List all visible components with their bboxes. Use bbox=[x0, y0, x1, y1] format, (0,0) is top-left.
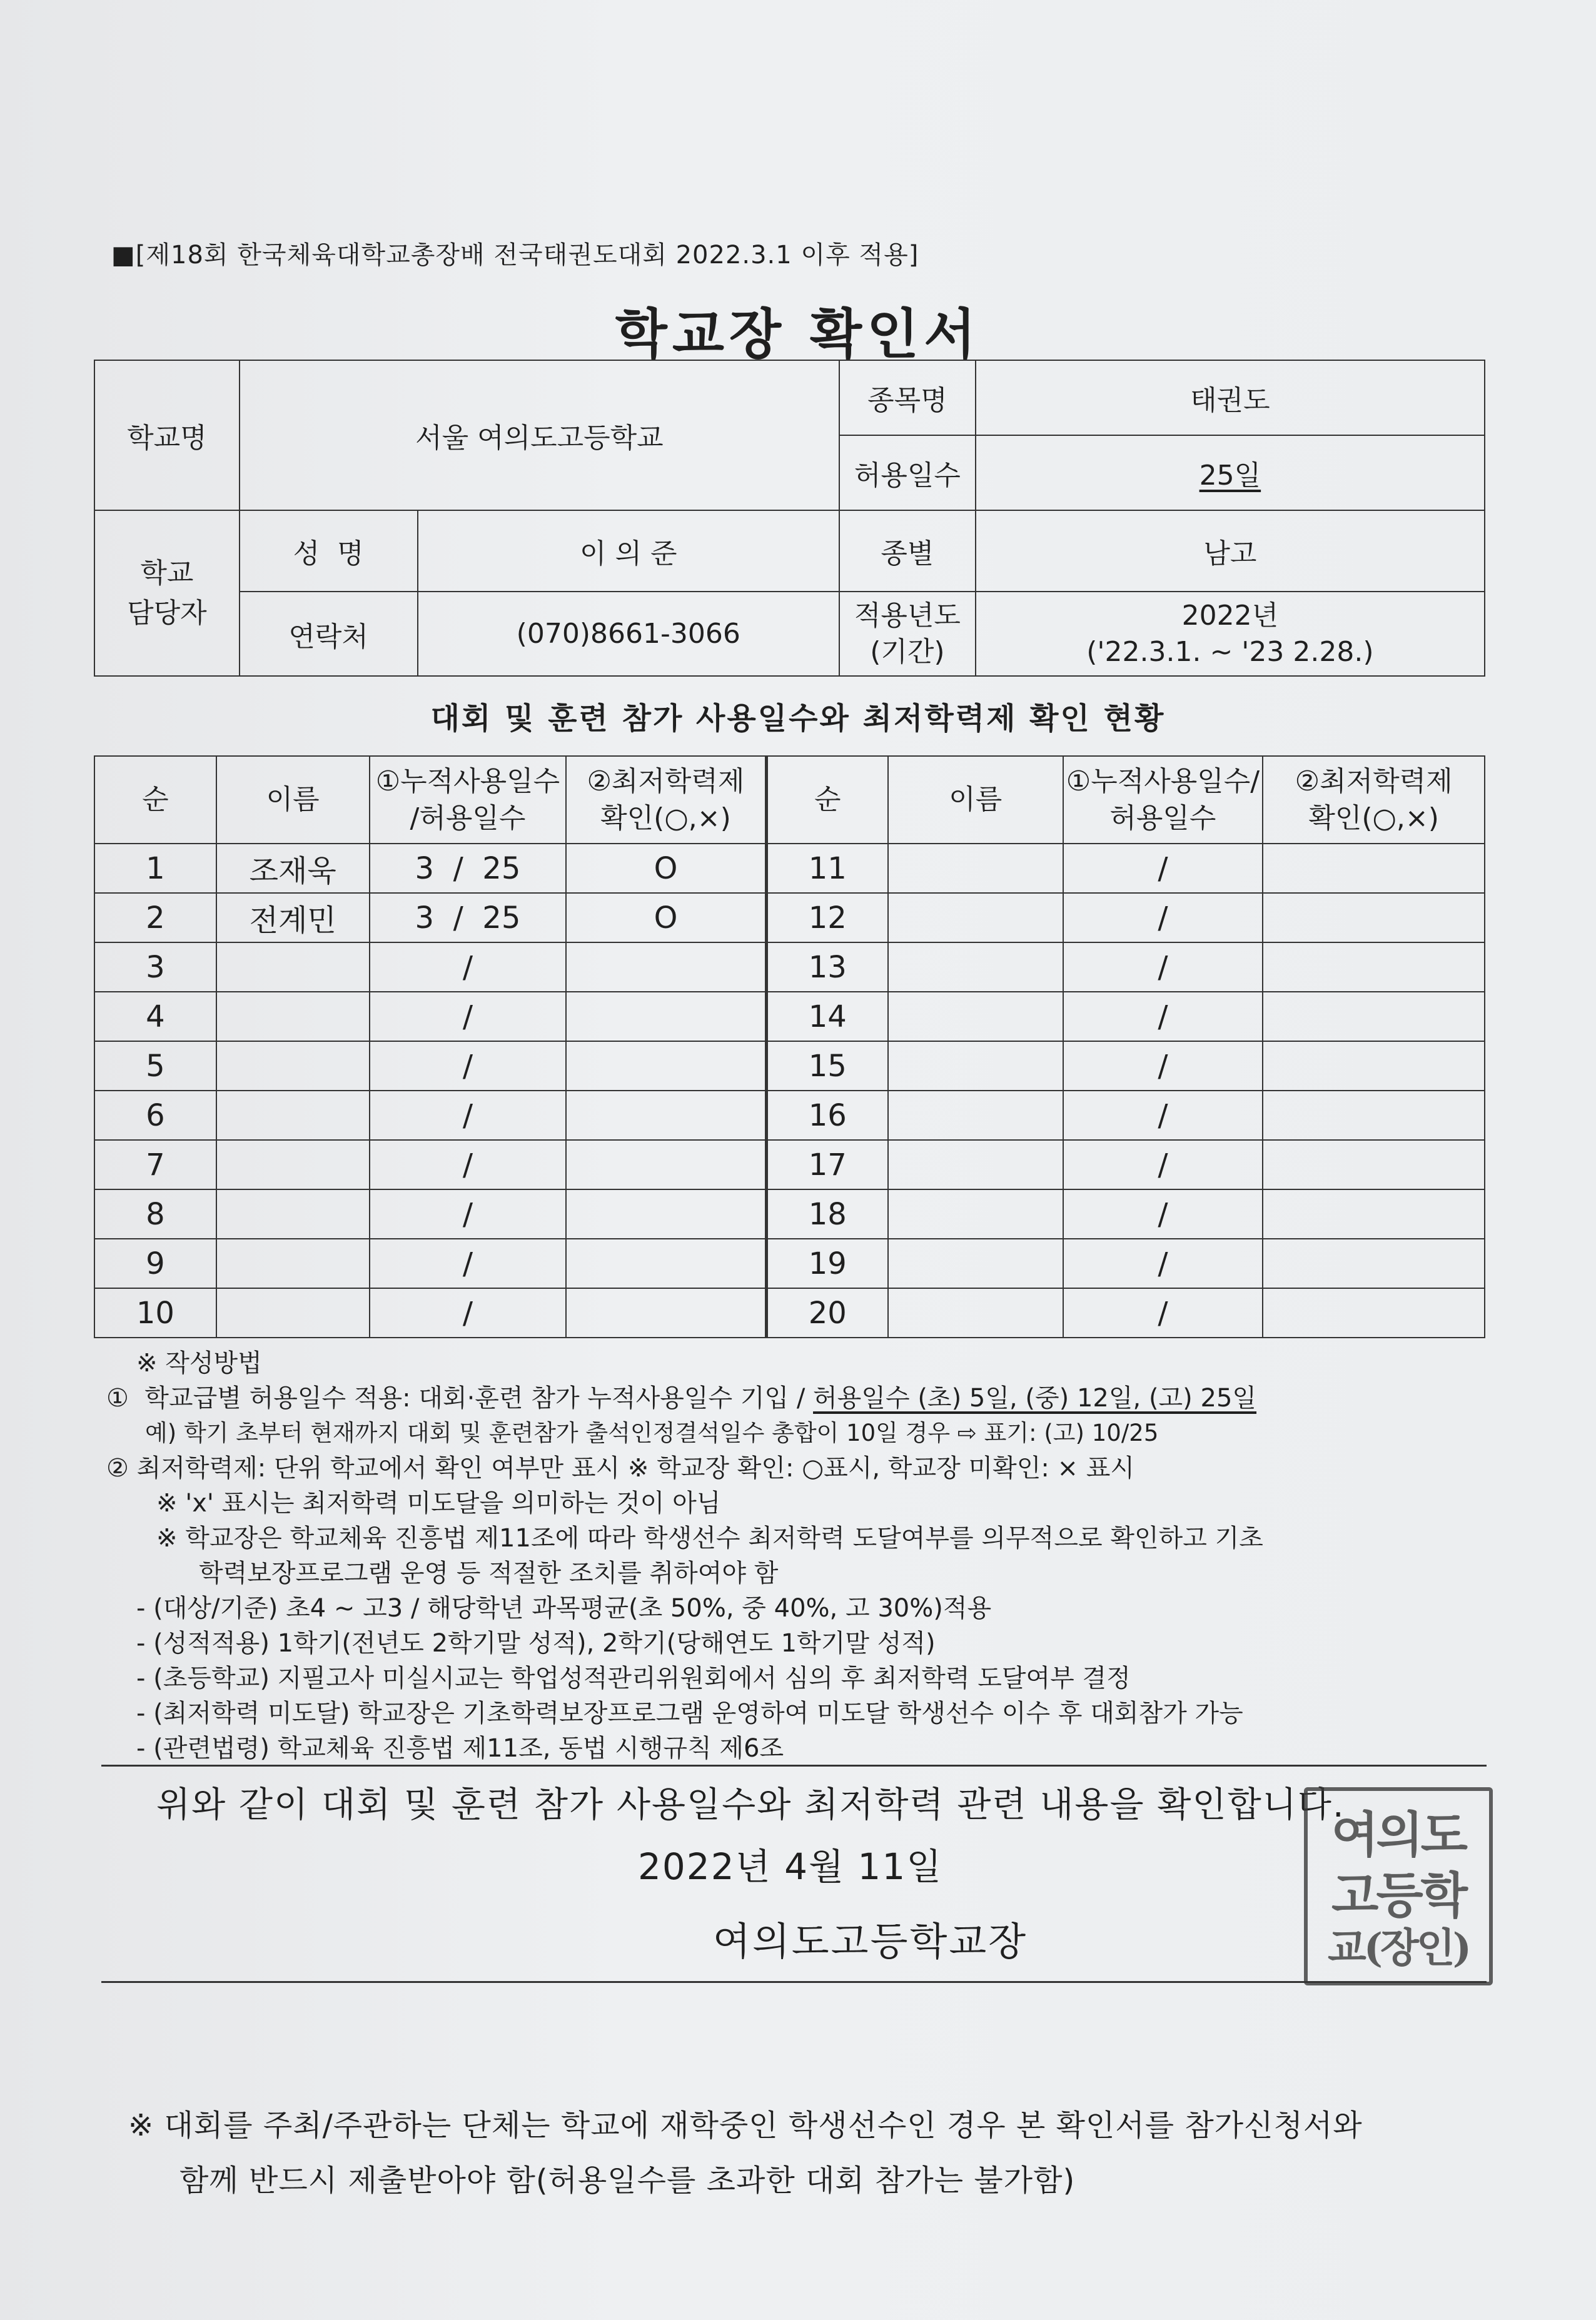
divider-top bbox=[101, 1765, 1487, 1767]
seal-line-3: 교(장인) bbox=[1327, 1925, 1470, 1972]
row-name-2 bbox=[888, 942, 1063, 992]
detail-law: - (관련법령) 학교체육 진흥법 제11조, 동법 시행규칙 제6조 bbox=[136, 1734, 784, 1763]
header-note: ■[제18회 한국체육대학교총장배 전국태권도대회 2022.3.1 이후 적용] bbox=[111, 241, 919, 270]
detail-grade: - (성적적용) 1학기(전년도 2학기말 성적), 2학기(당해연도 1학기말 성적) bbox=[136, 1629, 936, 1658]
row-no-2: 18 bbox=[766, 1189, 888, 1239]
instruction-2: ② 최저학력제: 단위 학교에서 확인 여부만 표시 ※ 학교장 확인: ○표시, 학교장 미확인: × 표시 bbox=[106, 1454, 1135, 1483]
row-days-2: / bbox=[1063, 844, 1263, 893]
category-label: 종별 bbox=[839, 510, 976, 592]
row-no-2: 12 bbox=[766, 893, 888, 942]
row-days: / bbox=[370, 942, 567, 992]
table-row bbox=[94, 893, 1485, 942]
row-name: 전계민 bbox=[216, 893, 370, 942]
detail-elementary: - (초등학교) 지필고사 미실시교는 학업성적관리위원회에서 심의 후 최저학력 도달여부 결정 bbox=[136, 1664, 1131, 1693]
instruction-2-note-b-cont: 학력보장프로그램 운영 등 적절한 조치를 취하여야 함 bbox=[199, 1559, 779, 1588]
header-check-2: ②최저학력제 확인(○,×) bbox=[1263, 756, 1485, 844]
row-name-2 bbox=[888, 893, 1063, 942]
row-days: / bbox=[370, 1189, 567, 1239]
row-name-2 bbox=[888, 1239, 1063, 1288]
row-no: 6 bbox=[94, 1091, 216, 1140]
row-name-2 bbox=[888, 992, 1063, 1041]
contact-value: (070)8661-3066 bbox=[418, 592, 839, 676]
row-days-2: / bbox=[1063, 942, 1263, 992]
instructions bbox=[106, 1346, 1263, 1766]
row-no: 7 bbox=[94, 1140, 216, 1189]
row-check bbox=[566, 1091, 766, 1140]
row-name bbox=[216, 1288, 370, 1338]
row-check-2 bbox=[1263, 844, 1485, 893]
row-no-2: 17 bbox=[766, 1140, 888, 1189]
issue-date: 2022년 4월 11일 bbox=[638, 1845, 943, 1888]
row-no-2: 13 bbox=[766, 942, 888, 992]
school-name: 서울 여의도고등학교 bbox=[240, 360, 839, 510]
row-days-2: / bbox=[1063, 1239, 1263, 1288]
row-name bbox=[216, 1189, 370, 1239]
row-days-2: / bbox=[1063, 1041, 1263, 1091]
usage-table bbox=[94, 755, 1485, 1338]
row-days: / bbox=[370, 1140, 567, 1189]
footer-note bbox=[128, 2098, 1363, 2208]
footer-line-2: 함께 반드시 제출받아야 함(허용일수를 초과한 대회 참가는 불가함) bbox=[179, 2163, 1076, 2198]
row-days-2: / bbox=[1063, 893, 1263, 942]
row-name bbox=[216, 992, 370, 1041]
row-days-2: / bbox=[1063, 1091, 1263, 1140]
row-no: 5 bbox=[94, 1041, 216, 1091]
row-check bbox=[566, 1288, 766, 1338]
header-check: ②최저학력제 확인(○,×) bbox=[566, 756, 766, 844]
row-check-2 bbox=[1263, 1091, 1485, 1140]
header-name: 이름 bbox=[216, 756, 370, 844]
row-days: 3 / 25 bbox=[370, 844, 567, 893]
row-check: O bbox=[566, 844, 766, 893]
table-row bbox=[94, 992, 1485, 1041]
detail-below-minimum: - (최저학력 미도달) 학교장은 기초학력보장프로그램 운영하여 미도달 학생선수 이수 후 대회참가 가능 bbox=[136, 1699, 1243, 1728]
row-no-2: 15 bbox=[766, 1041, 888, 1091]
seal-line-1: 여의도 bbox=[1331, 1807, 1466, 1864]
school-label: 학교명 bbox=[94, 360, 240, 510]
document-title: 학교장 확인서 bbox=[615, 303, 981, 366]
row-check-2 bbox=[1263, 1041, 1485, 1091]
row-no: 1 bbox=[94, 844, 216, 893]
row-no: 4 bbox=[94, 992, 216, 1041]
row-name bbox=[216, 1239, 370, 1288]
row-check bbox=[566, 1189, 766, 1239]
row-days: / bbox=[370, 1239, 567, 1288]
row-no: 3 bbox=[94, 942, 216, 992]
seal-line-2: 고등학 bbox=[1331, 1867, 1466, 1924]
row-no-2: 19 bbox=[766, 1239, 888, 1288]
row-name-2 bbox=[888, 1189, 1063, 1239]
row-check-2 bbox=[1263, 992, 1485, 1041]
divider-bottom bbox=[101, 1981, 1487, 1983]
allowed-days-label: 허용일수 bbox=[839, 435, 976, 510]
row-no: 10 bbox=[94, 1288, 216, 1338]
row-days: / bbox=[370, 1091, 567, 1140]
row-name-2 bbox=[888, 1140, 1063, 1189]
row-check: O bbox=[566, 893, 766, 942]
principal-signature: 여의도고등학교장 bbox=[713, 1919, 1028, 1964]
row-name-2 bbox=[888, 1288, 1063, 1338]
section-title: 대회 및 훈련 참가 사용일수와 최저학력제 확인 현황 bbox=[430, 701, 1166, 736]
row-days-2: / bbox=[1063, 1288, 1263, 1338]
row-name-2 bbox=[888, 1091, 1063, 1140]
year-value: 2022년 ('22.3.1. ~ '23 2.28.) bbox=[976, 592, 1485, 676]
row-name bbox=[216, 1091, 370, 1140]
school-seal bbox=[1304, 1787, 1493, 1985]
instruction-1: ① 학교급별 허용일수 적용: 대회·훈련 참가 누적사용일수 기입 / 허용일수 (초) 5일, (중) 12일, (고) 25일 bbox=[106, 1384, 1257, 1413]
instruction-2-note-b: ※ 학교장은 학교체육 진흥법 제11조에 따라 학생선수 최저학력 도달여부를 의무적으로 확인하고 기초 bbox=[156, 1524, 1263, 1553]
header-days: ①누적사용일수 /허용일수 bbox=[370, 756, 567, 844]
row-name bbox=[216, 1140, 370, 1189]
table-row bbox=[94, 1189, 1485, 1239]
row-name: 조재욱 bbox=[216, 844, 370, 893]
row-check-2 bbox=[1263, 1140, 1485, 1189]
name-label: 성 명 bbox=[240, 510, 418, 592]
header-days-2: ①누적사용일수/ 허용일수 bbox=[1063, 756, 1263, 844]
header-no-2: 순 bbox=[766, 756, 888, 844]
table-row bbox=[94, 942, 1485, 992]
row-days: / bbox=[370, 1041, 567, 1091]
footer-line-1: ※ 대회를 주최/주관하는 단체는 학교에 재학중인 학생선수인 경우 본 확인서를 참가신청서와 bbox=[128, 2108, 1363, 2143]
row-check-2 bbox=[1263, 1239, 1485, 1288]
event-label: 종목명 bbox=[839, 360, 976, 435]
row-check bbox=[566, 1041, 766, 1091]
table-row bbox=[94, 844, 1485, 893]
detail-target: - (대상/기준) 초4 ~ 고3 / 해당학년 과목평균(초 50%, 중 40%, 고 30%)적용 bbox=[136, 1594, 992, 1623]
row-no-2: 20 bbox=[766, 1288, 888, 1338]
row-days: / bbox=[370, 1288, 567, 1338]
row-no-2: 14 bbox=[766, 992, 888, 1041]
year-label: 적용년도 (기간) bbox=[839, 592, 976, 676]
row-days-2: / bbox=[1063, 1140, 1263, 1189]
row-check bbox=[566, 942, 766, 992]
contact-label: 연락처 bbox=[240, 592, 418, 676]
table-row bbox=[94, 1288, 1485, 1338]
allowed-days-rule: 허용일수 (초) 5일, (중) 12일, (고) 25일 bbox=[813, 1384, 1257, 1413]
row-check bbox=[566, 992, 766, 1041]
row-name bbox=[216, 942, 370, 992]
row-days: 3 / 25 bbox=[370, 893, 567, 942]
instruction-2-note-a: ※ 'x' 표시는 최저학력 미도달을 의미하는 것이 아님 bbox=[156, 1489, 721, 1518]
row-check-2 bbox=[1263, 942, 1485, 992]
name-value: 이 의 준 bbox=[418, 510, 839, 592]
confirmation-text: 위와 같이 대회 및 훈련 참가 사용일수와 최저학력 관련 내용을 확인합니다. bbox=[156, 1785, 1345, 1825]
allowed-days-value: 25일 bbox=[976, 435, 1485, 510]
row-no-2: 16 bbox=[766, 1091, 888, 1140]
instruction-1-example: 예) 학기 초부터 현재까지 대회 및 훈련참가 출석인정결석일수 총합이 10일 경우 ⇨ 표기: (고) 10/25 bbox=[145, 1420, 1159, 1446]
table-row bbox=[94, 1091, 1485, 1140]
category-value: 남고 bbox=[976, 510, 1485, 592]
row-days-2: / bbox=[1063, 1189, 1263, 1239]
row-no: 9 bbox=[94, 1239, 216, 1288]
row-no: 8 bbox=[94, 1189, 216, 1239]
header-name-2: 이름 bbox=[888, 756, 1063, 844]
row-check-2 bbox=[1263, 1189, 1485, 1239]
table-row bbox=[94, 1239, 1485, 1288]
instructions-heading: ※ 작성방법 bbox=[136, 1349, 262, 1378]
info-table bbox=[94, 360, 1485, 677]
row-check-2 bbox=[1263, 893, 1485, 942]
row-days: / bbox=[370, 992, 567, 1041]
header-no: 순 bbox=[94, 756, 216, 844]
table-row bbox=[94, 1140, 1485, 1189]
event-value: 태권도 bbox=[976, 360, 1485, 435]
row-no: 2 bbox=[94, 893, 216, 942]
manager-label: 학교 담당자 bbox=[94, 510, 240, 676]
row-name-2 bbox=[888, 844, 1063, 893]
row-check bbox=[566, 1140, 766, 1189]
table-row bbox=[94, 1041, 1485, 1091]
row-name-2 bbox=[888, 1041, 1063, 1091]
row-days-2: / bbox=[1063, 992, 1263, 1041]
row-check-2 bbox=[1263, 1288, 1485, 1338]
row-no-2: 11 bbox=[766, 844, 888, 893]
row-check bbox=[566, 1239, 766, 1288]
row-name bbox=[216, 1041, 370, 1091]
